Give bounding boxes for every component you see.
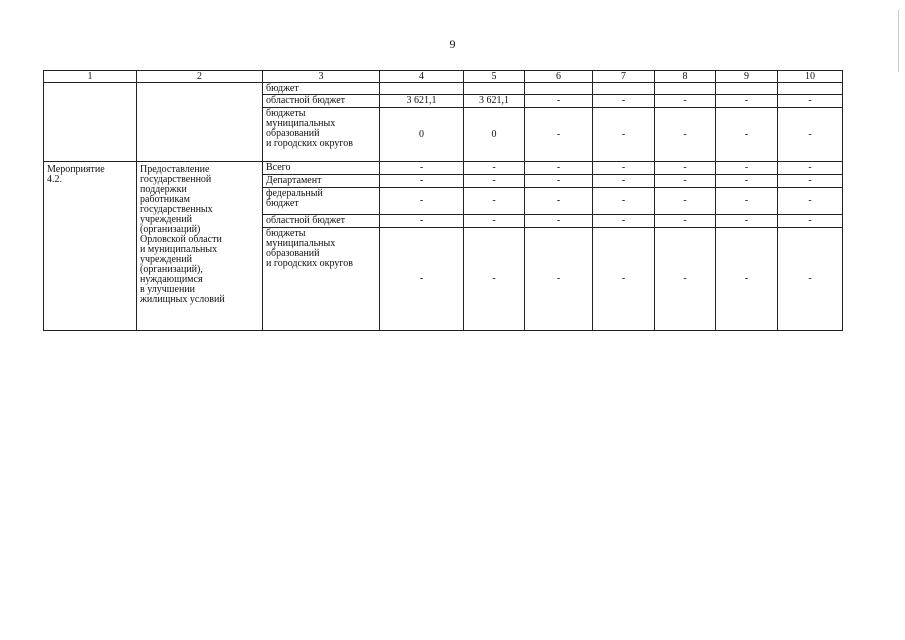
- value-cell: -: [778, 162, 843, 175]
- value-cell: -: [655, 228, 716, 331]
- value-cell: -: [593, 162, 655, 175]
- value-cell: -: [593, 175, 655, 188]
- value-cell: -: [593, 95, 655, 108]
- header-cell: 7: [593, 71, 655, 83]
- value-cell: -: [380, 175, 464, 188]
- value-cell: 0: [380, 108, 464, 162]
- value-cell: -: [593, 215, 655, 228]
- value-cell: -: [716, 228, 778, 331]
- table-body: [44, 71, 843, 331]
- table-row: [44, 162, 843, 175]
- value-cell: -: [593, 188, 655, 215]
- value-cell: -: [464, 228, 525, 331]
- header-cell: 5: [464, 71, 525, 83]
- value-cell: -: [716, 162, 778, 175]
- header-cell: 9: [716, 71, 778, 83]
- header-cell: 10: [778, 71, 843, 83]
- value-cell: -: [716, 188, 778, 215]
- value-cell: -: [464, 162, 525, 175]
- header-cell: 8: [655, 71, 716, 83]
- value-cell: [593, 83, 655, 95]
- value-cell: -: [778, 95, 843, 108]
- funding-source-cell: федеральный бюджет: [263, 188, 380, 215]
- value-cell: -: [380, 162, 464, 175]
- header-cell: 2: [137, 71, 263, 83]
- value-cell: -: [716, 108, 778, 162]
- table-header-row: [44, 71, 843, 83]
- value-cell: -: [464, 215, 525, 228]
- table-row: [44, 83, 843, 95]
- header-cell: 4: [380, 71, 464, 83]
- description-cell-empty: [137, 83, 263, 162]
- funding-source-cell: Всего: [263, 162, 380, 175]
- value-cell: -: [593, 228, 655, 331]
- header-cell: 1: [44, 71, 137, 83]
- value-cell: -: [464, 188, 525, 215]
- funding-source-cell: областной бюджет: [263, 95, 380, 108]
- value-cell: [464, 83, 525, 95]
- value-cell: -: [655, 162, 716, 175]
- value-cell: -: [525, 95, 593, 108]
- value-cell: [380, 83, 464, 95]
- value-cell: -: [380, 188, 464, 215]
- value-cell: -: [593, 108, 655, 162]
- budget-table: [43, 70, 843, 331]
- value-cell: [716, 83, 778, 95]
- value-cell: -: [655, 188, 716, 215]
- value-cell: -: [655, 95, 716, 108]
- value-cell: -: [525, 175, 593, 188]
- value-cell: -: [778, 188, 843, 215]
- value-cell: -: [380, 228, 464, 331]
- value-cell: [525, 83, 593, 95]
- value-cell: [778, 83, 843, 95]
- funding-source-cell: бюджеты муниципальных образований и городских округов: [263, 108, 380, 162]
- value-cell: -: [655, 108, 716, 162]
- value-cell: 0: [464, 108, 525, 162]
- value-cell: -: [655, 175, 716, 188]
- value-cell: -: [525, 188, 593, 215]
- description-cell: Предоставление государственной поддержки работникам государственных учреждений (организаций) Орловской области и муниципальных учреждений (организаций), нуждающимся в улучшении жилищных условий: [137, 162, 263, 331]
- value-cell: -: [525, 215, 593, 228]
- value-cell: -: [525, 108, 593, 162]
- funding-source-cell: Департамент: [263, 175, 380, 188]
- value-cell: -: [778, 228, 843, 331]
- funding-source-cell: областной бюджет: [263, 215, 380, 228]
- value-cell: 3 621,1: [464, 95, 525, 108]
- value-cell: -: [525, 228, 593, 331]
- value-cell: -: [380, 215, 464, 228]
- value-cell: -: [464, 175, 525, 188]
- value-cell: -: [655, 215, 716, 228]
- value-cell: -: [778, 175, 843, 188]
- header-cell: 3: [263, 71, 380, 83]
- funding-source-cell: бюджет: [263, 83, 380, 95]
- value-cell: [655, 83, 716, 95]
- value-cell: -: [716, 95, 778, 108]
- header-cell: 6: [525, 71, 593, 83]
- page-number: 9: [449, 37, 456, 51]
- activity-cell-empty: [44, 83, 137, 162]
- value-cell: -: [716, 175, 778, 188]
- value-cell: -: [778, 108, 843, 162]
- value-cell: 3 621,1: [380, 95, 464, 108]
- activity-cell: Мероприятие 4.2.: [44, 162, 137, 331]
- funding-source-cell: бюджеты муниципальных образований и городских округов: [263, 228, 380, 331]
- value-cell: -: [716, 215, 778, 228]
- scan-edge-line: [898, 10, 899, 72]
- value-cell: -: [778, 215, 843, 228]
- value-cell: -: [525, 162, 593, 175]
